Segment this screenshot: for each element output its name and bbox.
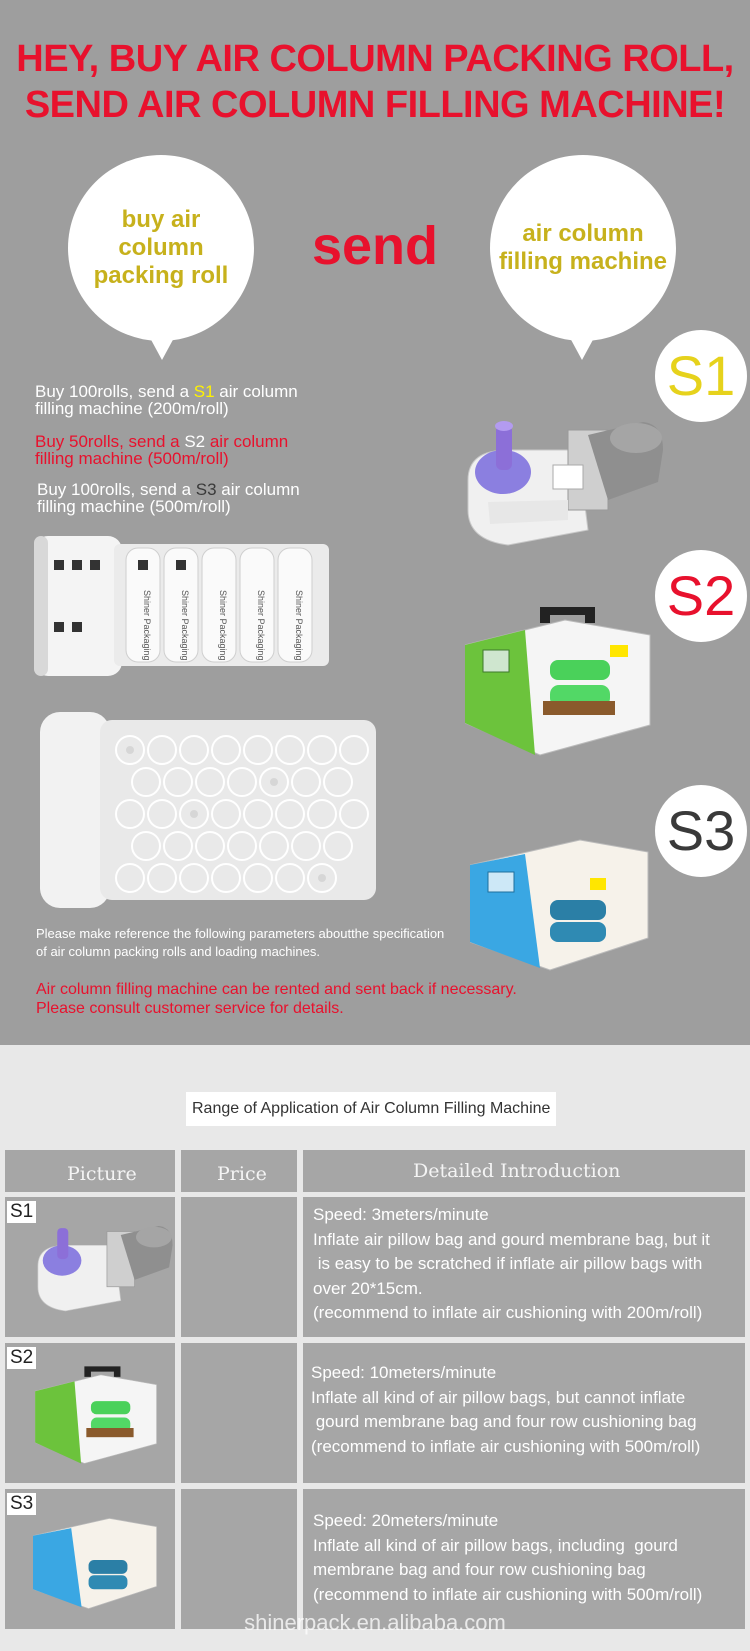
parameters-note: Please make reference the following parameters aboutthe specification of air column packing rolls and loading machines. xyxy=(36,926,445,959)
machine-s1-image xyxy=(458,410,668,560)
bubble-right-tail xyxy=(569,336,595,360)
speech-bubble-right xyxy=(490,155,676,341)
table-row-s2-picture xyxy=(5,1343,175,1483)
row-s1-description: Speed: 3meters/minute Inflate air pillow bag and gourd membrane bag, but it is easy to be scratched if inflate air pillow bags with over 20*15cm. (recommend to inflate air cushioning with 200m/roll) xyxy=(313,1205,710,1322)
machine-s3-thumbnail xyxy=(33,1511,158,1616)
watermark: shinerpack.en.alibaba.com xyxy=(244,1610,506,1635)
clear-air-column-roll-image xyxy=(40,710,380,910)
machine-s3-image xyxy=(470,830,650,980)
printed-air-column-roll-image xyxy=(34,530,334,680)
speech-bubble-left xyxy=(68,155,254,341)
svg-text:Shiner Packaging: Shiner Packaging xyxy=(294,590,304,661)
table-header-introduction: Detailed Introduction xyxy=(303,1150,745,1192)
row-s3-description: Speed: 20meters/minute Inflate all kind of air pillow bags, including gourd membrane bag and four row cushioning bag (recommend to inflate air cushioning with 500m/roll) xyxy=(313,1511,703,1604)
table-row-s3-picture xyxy=(5,1489,175,1629)
table-title: Range of Application of Air Column Filling Machine xyxy=(186,1092,556,1126)
bubble-left-tail xyxy=(149,336,175,360)
headline-line-2: SEND AIR COLUMN FILLING MACHINE! xyxy=(24,84,726,126)
machine-s2-image xyxy=(465,605,655,765)
bubble-right-text: air column filling machine xyxy=(498,220,668,275)
table-row-s1-price xyxy=(181,1197,297,1337)
svg-text:Shiner Packaging: Shiner Packaging xyxy=(180,590,190,661)
table-header-picture: Picture xyxy=(5,1150,175,1192)
svg-text:Shiner Packaging: Shiner Packaging xyxy=(142,590,152,661)
machine-s2-thumbnail xyxy=(35,1365,160,1470)
badge-s2: S2 xyxy=(655,550,747,642)
row-s2-description: Speed: 10meters/minute Inflate all kind of air pillow bags, but cannot inflate gourd membrane bag and four row cushioning bag (recommend to inflate air cushioning with 500m/roll) xyxy=(311,1363,701,1456)
svg-text:Shiner Packaging: Shiner Packaging xyxy=(256,590,266,661)
send-word: send xyxy=(311,216,439,276)
table-header-price: Price xyxy=(181,1150,297,1192)
offer-s1-model: S1 xyxy=(193,382,215,401)
badge-s1: S1 xyxy=(655,330,747,422)
table-row-s1-introduction xyxy=(303,1197,745,1337)
svg-text:Shiner Packaging: Shiner Packaging xyxy=(218,590,228,661)
offer-s2: Buy 50rolls, send a S2 air column filling machine (500m/roll) xyxy=(35,432,289,468)
table-row-s2-introduction xyxy=(303,1343,745,1483)
machine-s1-thumbnail xyxy=(31,1217,176,1322)
table-row-s2-price xyxy=(181,1343,297,1483)
row-label-s2: S2 xyxy=(7,1347,36,1369)
table-row-s1-picture xyxy=(5,1197,175,1337)
badge-s3: S3 xyxy=(655,785,747,877)
table-row-s3-price xyxy=(181,1489,297,1629)
table-row-s3-introduction xyxy=(303,1489,745,1629)
offer-s2-model: S2 xyxy=(184,432,206,451)
row-label-s3: S3 xyxy=(7,1493,36,1515)
offer-s3: Buy 100rolls, send a S3 air column filling machine (500m/roll) xyxy=(37,480,300,516)
row-label-s1: S1 xyxy=(7,1201,36,1223)
offer-s3-model: S3 xyxy=(195,480,217,499)
rental-warning: Air column filling machine can be rented and sent back if necessary. Please consult customer service for details. xyxy=(36,981,517,1017)
bubble-left-text: buy air column packing roll xyxy=(93,206,229,289)
headline xyxy=(0,36,750,128)
headline-line-1: HEY, BUY AIR COLUMN PACKING ROLL, xyxy=(16,38,734,80)
offer-s1: Buy 100rolls, send a S1 air column filling machine (200m/roll) xyxy=(35,382,298,418)
